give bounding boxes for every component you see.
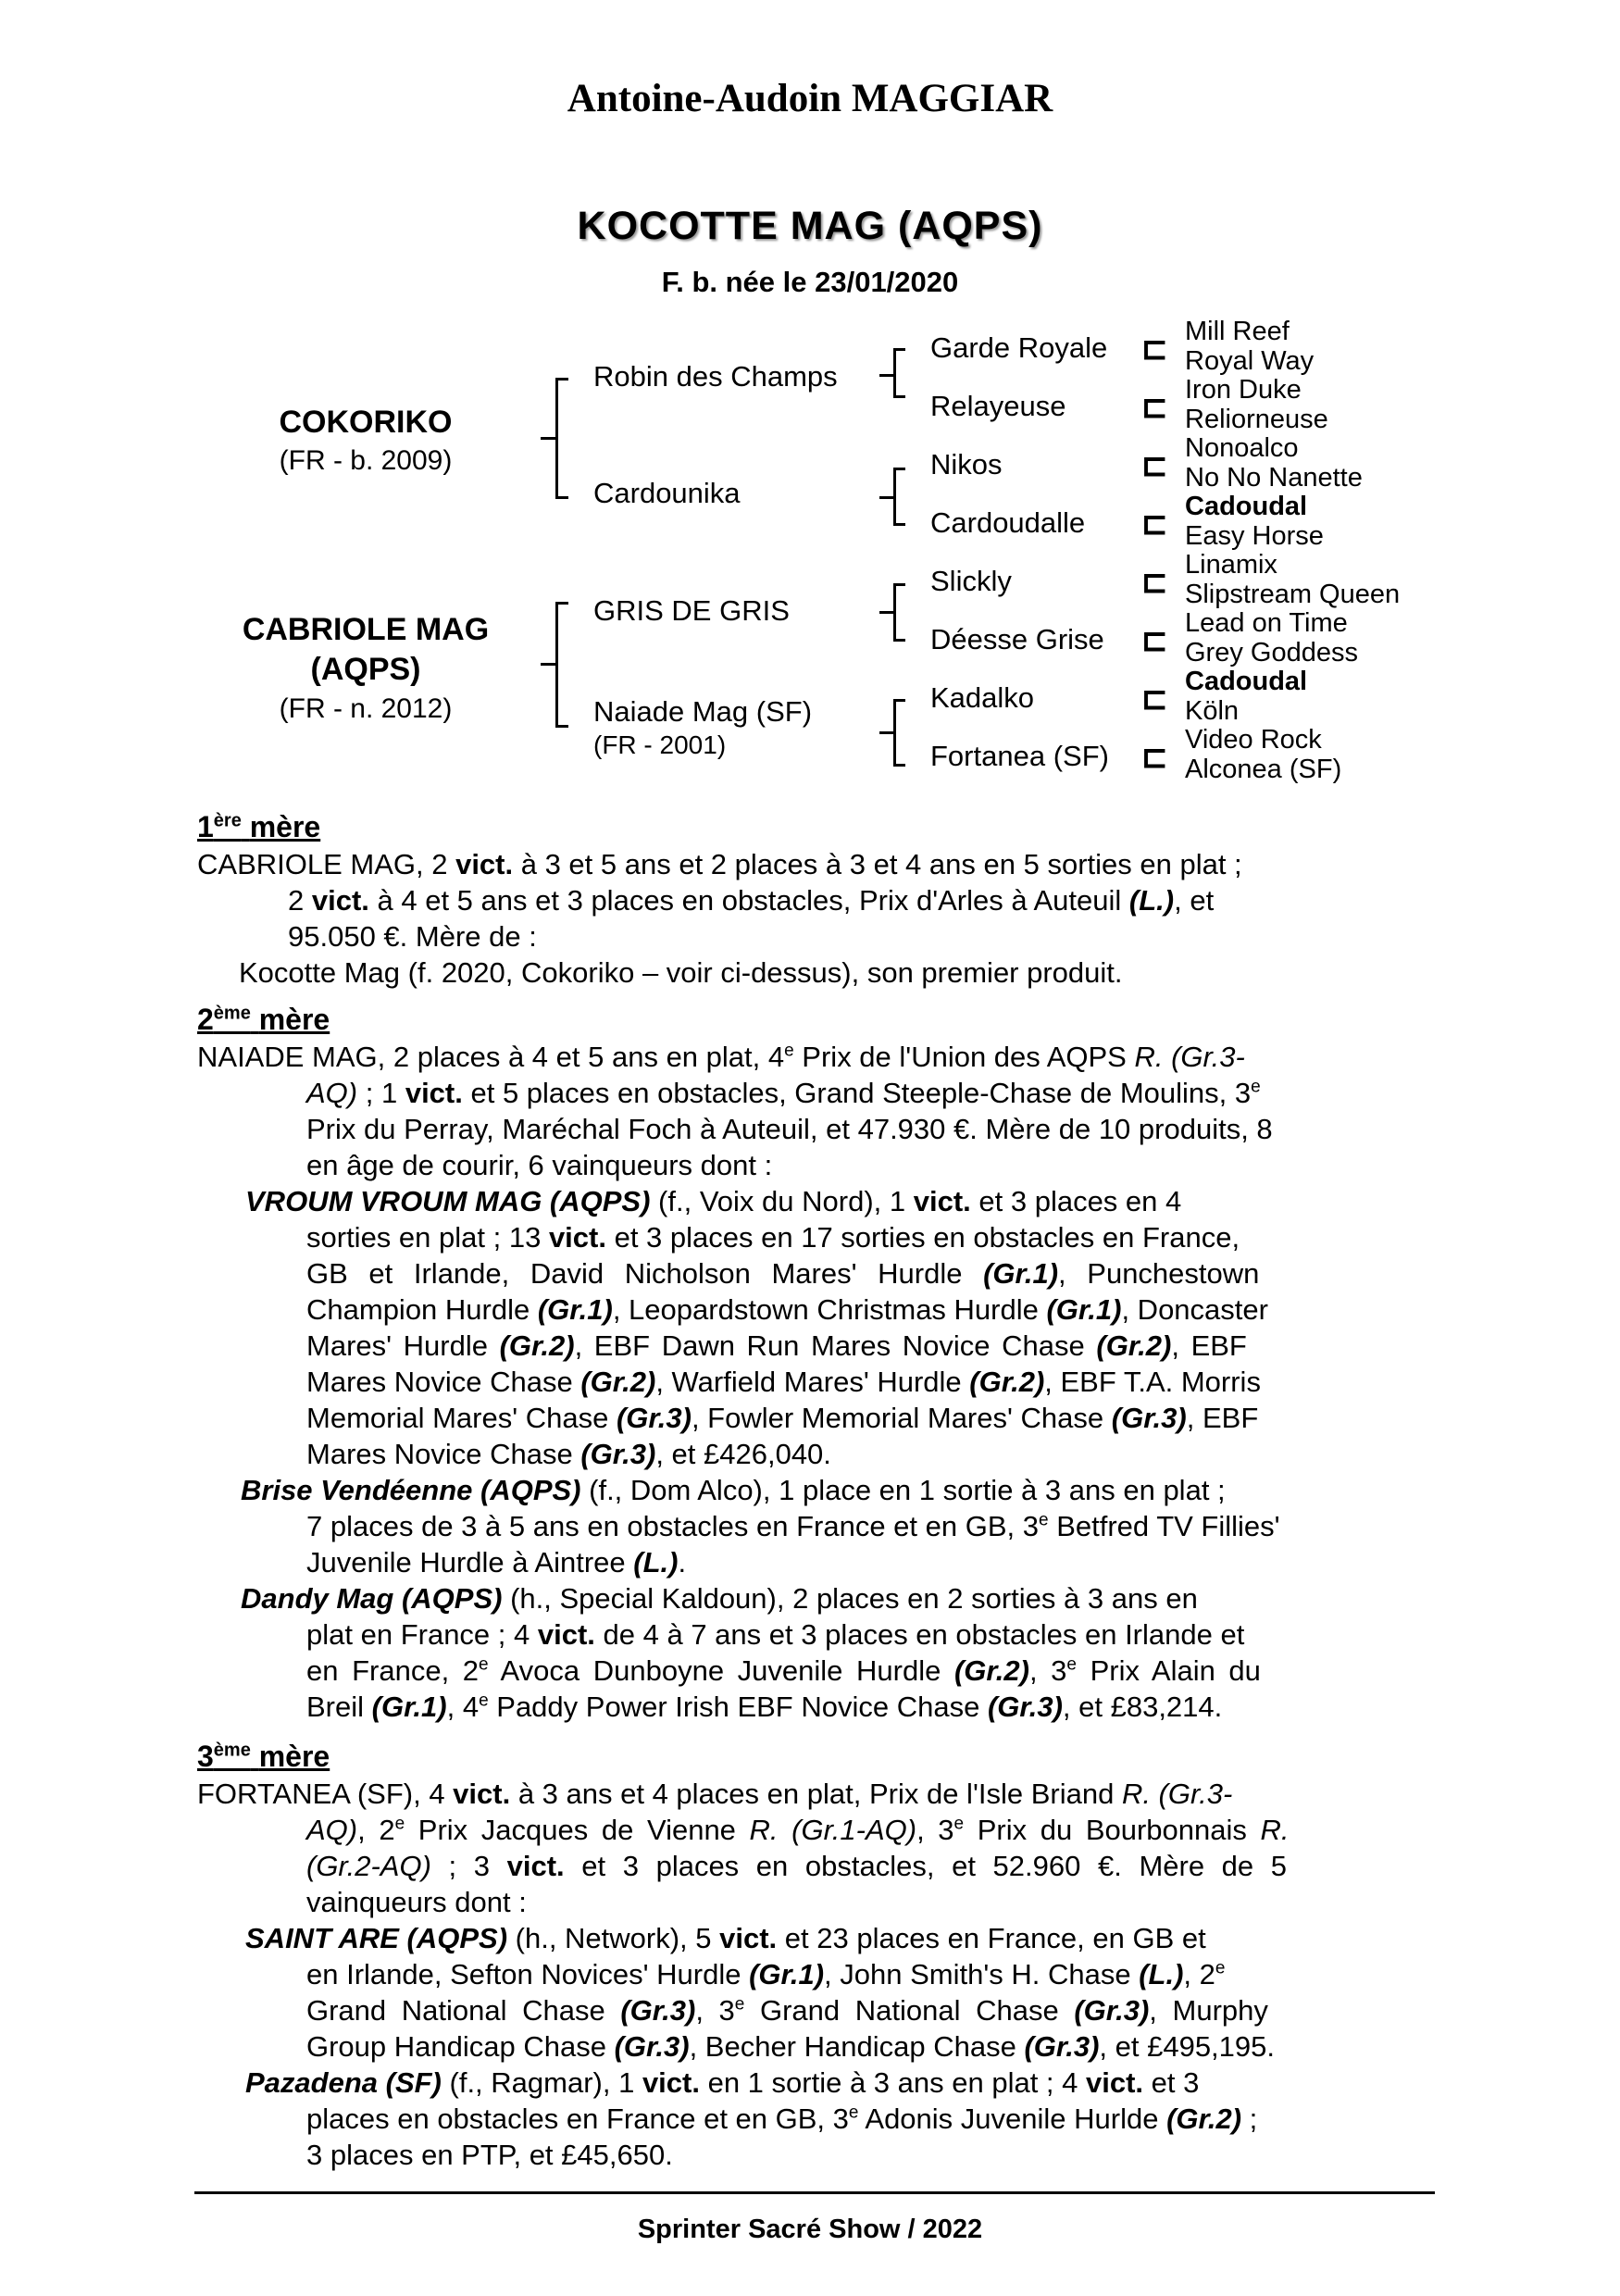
text-run-bold: vict.: [548, 1221, 606, 1254]
text-run-bold-italic: (Gr.3): [987, 1691, 1063, 1723]
bracket-tick: [893, 639, 905, 642]
bracket-sire: [555, 378, 558, 498]
text-run: à 4 et 5 ans et 3 places en obstacles, Prix d'Arles à Auteuil: [368, 884, 1129, 917]
text-run: (h., Network), 5: [507, 1922, 720, 1954]
text-run-bold-italic: (Gr.2): [969, 1366, 1045, 1398]
text-run: Prix Alain du: [1076, 1654, 1261, 1687]
text-run: et 3: [1143, 2066, 1200, 2099]
text-run: de 4 à 7 ans et 3 places en obstacles en Irlande et: [594, 1618, 1245, 1651]
gen4-2: Royal Way: [1185, 346, 1315, 376]
bracket-gen2-4: [893, 699, 896, 766]
text-run: (h., Special Kaldoun), 2 places en 2 sorties à 3 ans en: [502, 1582, 1198, 1615]
text-run: (f., Ragmar), 1: [441, 2066, 642, 2099]
bracket-gen3-7: ⊏: [1141, 681, 1168, 717]
text-run: ; 3: [430, 1850, 507, 1882]
text-run-bold: vict.: [506, 1850, 565, 1882]
gen4-1: Mill Reef: [1185, 317, 1290, 346]
text-run: , EBF T.A. Morris: [1044, 1366, 1261, 1398]
text-run-bold: vict.: [453, 1778, 511, 1810]
third-dam-title-word: mère: [258, 1740, 330, 1773]
text-run: Paddy Power Irish EBF Novice Chase: [488, 1691, 988, 1723]
bracket-tick: [879, 731, 893, 734]
bracket-tick: [893, 468, 905, 470]
gen4-13: Cadoudal: [1185, 667, 1308, 696]
text-run: Juvenile Hurdle à Aintree: [306, 1546, 634, 1578]
first-dam-title-sup: ère: [213, 810, 242, 831]
text-run: Kocotte Mag (f. 2020, Cokoriko – voir ci-dessus), son premier produit.: [239, 956, 1123, 989]
text-run-bold-italic: (Gr.3): [580, 1438, 656, 1470]
text-run-bold-italic: (Gr.2): [1096, 1329, 1172, 1362]
text-run-bold-italic: (Gr.2): [1166, 2103, 1242, 2135]
text-run: Champion Hurdle: [306, 1293, 538, 1326]
text-run-bold-italic: (Gr.2): [580, 1366, 656, 1398]
sire-name: COKORIKO: [279, 405, 453, 440]
gen4-4: Reliorneuse: [1185, 405, 1328, 434]
dam-info: (FR - n. 2012): [279, 693, 453, 724]
text-run-bold-italic: (Gr.3): [1024, 2030, 1100, 2063]
gen4-11: Lead on Time: [1185, 608, 1348, 638]
text-run: , Fowler Memorial Mares' Chase: [691, 1402, 1112, 1434]
text-run-italic: R. (Gr.3-: [1134, 1041, 1245, 1073]
text-run: et 5 places en obstacles, Grand Steeple-Chase de Moulins, 3: [462, 1077, 1252, 1109]
gen3-7: Kadalko: [930, 681, 1035, 714]
third-dam-title: [197, 1740, 330, 1774]
gen4-15: Video Rock: [1185, 725, 1322, 755]
gen2-dam-sire: GRIS DE GRIS: [593, 594, 790, 627]
text-run: , Becher Handicap Chase: [689, 2030, 1025, 2063]
text-run-bold-italic: (Gr.3): [620, 1994, 696, 2027]
footer-text: Sprinter Sacré Show / 2022: [637, 2215, 983, 2244]
text-run: 3 places en PTP, et £45,650.: [306, 2139, 673, 2171]
text-run-sup: e: [1251, 1077, 1261, 1097]
bracket-tick: [879, 496, 893, 499]
third-dam-text: [197, 1776, 1438, 2173]
text-run: à 3 et 5 ans et 2 places à 3 et 4 ans en 5 sorties en plat ;: [513, 848, 1242, 880]
bracket-gen2-2: [893, 468, 896, 525]
text-run: plat en France ; 4: [306, 1618, 538, 1651]
offspring-name: Pazadena (SF): [245, 2066, 442, 2099]
text-run: Adonis Juvenile Hurlde: [858, 2103, 1167, 2135]
text-run: , 2: [1183, 1958, 1215, 1990]
bracket-tick: [555, 725, 568, 728]
bracket-tick: [893, 583, 905, 586]
gen2-sire-dam: Cardounika: [593, 477, 741, 509]
offspring-name: Dandy Mag (AQPS): [241, 1582, 503, 1615]
gen4-6: No No Nanette: [1185, 463, 1363, 493]
text-run: .: [678, 1546, 687, 1578]
text-run: Mares Novice Chase: [306, 1438, 581, 1470]
text-run: Group Handicap Chase: [306, 2030, 615, 2063]
gen3-8: Fortanea (SF): [930, 740, 1109, 772]
text-run: , 3: [916, 1814, 954, 1846]
offspring-name: VROUM VROUM MAG (AQPS): [245, 1185, 651, 1217]
text-run-italic: R. (Gr.3-: [1121, 1778, 1233, 1810]
gen2-dam-dam: Naiade Mag (SF): [593, 695, 813, 728]
text-run: (f., Voix du Nord), 1: [650, 1185, 914, 1217]
dam-name-line1: CABRIOLE MAG: [242, 612, 490, 647]
text-run: , EBF Dawn Run Mares Novice Chase: [574, 1329, 1097, 1362]
text-run-bold: vict.: [537, 1618, 595, 1651]
text-run: Mares' Hurdle: [306, 1329, 500, 1362]
first-dam-title-word: mère: [249, 810, 321, 843]
text-run: 95.050 €. Mère de :: [288, 920, 537, 953]
text-run-bold: vict.: [1086, 2066, 1144, 2099]
text-run-italic: (Gr.2-AQ): [306, 1850, 431, 1882]
bracket-tick: [555, 496, 568, 499]
bracket-gen3-1: ⊏: [1141, 331, 1168, 367]
bracket-tick: [555, 378, 568, 381]
text-run: , 4: [446, 1691, 480, 1723]
bracket-gen3-8: ⊏: [1141, 740, 1168, 775]
bracket-gen3-5: ⊏: [1141, 565, 1168, 600]
text-run: à 3 ans et 4 places en plat, Prix de l'Isle Briand: [510, 1778, 1122, 1810]
third-dam-title-num: 3: [197, 1740, 214, 1773]
text-run: Avoca Dunboyne Juvenile Hurdle: [488, 1654, 954, 1687]
text-run-bold: vict.: [311, 884, 369, 917]
text-run-italic: AQ): [306, 1814, 358, 1846]
text-run: 7 places de 3 à 5 ans en obstacles en France et en GB, 3: [306, 1510, 1039, 1542]
first-dam-text: [197, 846, 1438, 991]
text-run-bold-italic: (Gr.3): [1111, 1402, 1187, 1434]
text-run-sup: e: [1066, 1654, 1077, 1675]
text-run: en Irlande, Sefton Novices' Hurdle: [306, 1958, 750, 1990]
second-dam-title: [197, 1003, 330, 1037]
text-run-bold-italic: (Gr.1): [749, 1958, 825, 1990]
text-run: vainqueurs dont :: [306, 1886, 527, 1918]
text-run-sup: e: [953, 1814, 965, 1834]
offspring-name: Brise Vendéenne (AQPS): [241, 1474, 581, 1506]
gen3-4: Cardoudalle: [930, 506, 1086, 539]
text-run-bold-italic: (Gr.2): [953, 1654, 1029, 1687]
bracket-tick: [541, 663, 555, 666]
gen3-1: Garde Royale: [930, 331, 1108, 364]
second-dam-title-num: 2: [197, 1003, 214, 1036]
text-run: Prix du Perray, Maréchal Foch à Auteuil, et 47.930 €. Mère de 10 produits, 8: [306, 1113, 1273, 1145]
text-run-sup: e: [1215, 1958, 1226, 1978]
bracket-tick: [893, 395, 905, 398]
bracket-tick: [541, 437, 555, 440]
text-run: et 3 places en 4: [970, 1185, 1182, 1217]
bracket-gen3-4: ⊏: [1141, 506, 1168, 542]
text-run: et 3 places en 17 sorties en obstacles en France,: [605, 1221, 1240, 1254]
text-run: NAIADE MAG, 2 places à 4 et 5 ans en plat, 4: [197, 1041, 785, 1073]
gen2-sire-sire: Robin des Champs: [593, 360, 838, 393]
text-run: , 3: [1028, 1654, 1067, 1687]
text-run-bold: vict.: [719, 1922, 778, 1954]
text-run: Prix Jacques de Vienne: [405, 1814, 750, 1846]
text-run: FORTANEA (SF), 4: [197, 1778, 454, 1810]
text-run-bold-italic: (Gr.3): [614, 2030, 690, 2063]
text-run: , et £426,040.: [655, 1438, 831, 1470]
text-run-bold-italic: (Gr.1): [537, 1293, 613, 1326]
gen4-5: Nonoalco: [1185, 433, 1299, 463]
text-run: , 2: [357, 1814, 395, 1846]
text-run-bold-italic: (L.): [633, 1546, 679, 1578]
gen3-3: Nikos: [930, 448, 1003, 480]
text-run-bold-italic: (Gr.3): [616, 1402, 692, 1434]
text-run-bold-italic: (Gr.3): [1074, 1994, 1150, 2027]
text-run: , et £83,214.: [1062, 1691, 1223, 1723]
text-run: et 23 places en France, en GB et: [777, 1922, 1206, 1954]
gen3-5: Slickly: [930, 565, 1012, 597]
second-dam-title-sup: ème: [213, 1003, 251, 1024]
bracket-tick: [893, 699, 905, 702]
gen3-6: Déesse Grise: [930, 623, 1104, 655]
dam-name-line2: (AQPS): [310, 652, 421, 687]
text-run-bold: vict.: [455, 848, 514, 880]
text-run-sup: e: [734, 1994, 745, 2015]
bracket-tick: [879, 611, 893, 614]
text-run: , Murphy: [1149, 1994, 1268, 2027]
text-run: sorties en plat ; 13: [306, 1221, 549, 1254]
text-run: GB et Irlande, David Nicholson Mares' Hurdle: [306, 1257, 984, 1290]
bracket-tick: [555, 602, 568, 605]
bracket-tick: [893, 348, 905, 351]
text-run: Betfred TV Fillies': [1048, 1510, 1280, 1542]
gen4-10: Slipstream Queen: [1185, 580, 1401, 609]
text-run-bold: vict.: [642, 2066, 700, 2099]
second-dam-text: [197, 1039, 1438, 1725]
gen4-3: Iron Duke: [1185, 375, 1302, 405]
text-run-bold: vict.: [405, 1077, 463, 1109]
text-run: en 1 sortie à 3 ans en plat ; 4: [699, 2066, 1087, 2099]
bracket-gen3-6: ⊏: [1141, 623, 1168, 658]
gen4-8: Easy Horse: [1185, 521, 1324, 551]
bracket-tick: [893, 523, 905, 526]
bracket-dam: [555, 602, 558, 727]
text-run: et 3 places en obstacles, et 52.960 €. Mère de 5: [564, 1850, 1288, 1882]
text-run: , Leopardstown Christmas Hurdle: [612, 1293, 1047, 1326]
sire-info: (FR - b. 2009): [279, 445, 453, 476]
first-dam-title: [197, 810, 320, 844]
text-run: Mares Novice Chase: [306, 1366, 581, 1398]
text-run: , Warfield Mares' Hurdle: [655, 1366, 970, 1398]
first-dam-title-num: 1: [197, 810, 214, 843]
text-run: , et: [1174, 884, 1215, 917]
footer-rule: [194, 2191, 1435, 2194]
text-run-sup: e: [848, 2103, 859, 2123]
gen4-7: Cadoudal: [1185, 492, 1308, 521]
text-run: 2: [288, 884, 312, 917]
text-run: , Punchestown: [1058, 1257, 1260, 1290]
text-run: en France, 2: [306, 1654, 480, 1687]
gen4-9: Linamix: [1185, 550, 1277, 580]
bracket-tick: [879, 374, 893, 377]
breeder-name: Antoine-Audoin MAGGIAR: [567, 77, 1053, 120]
gen4-12: Grey Goddess: [1185, 638, 1358, 668]
text-run-sup: e: [1039, 1510, 1049, 1530]
text-run-italic: R.: [1260, 1814, 1290, 1846]
text-run: Prix du Bourbonnais: [964, 1814, 1261, 1846]
text-run-bold-italic: (Gr.1): [983, 1257, 1059, 1290]
text-run: Memorial Mares' Chase: [306, 1402, 617, 1434]
text-run: , EBF: [1171, 1329, 1247, 1362]
text-run: , 3: [695, 1994, 735, 2027]
text-run-bold-italic: (Gr.2): [499, 1329, 575, 1362]
bracket-tick: [893, 764, 905, 767]
text-run: en âge de courir, 6 vainqueurs dont :: [306, 1149, 773, 1181]
offspring-name: SAINT ARE (AQPS): [245, 1922, 508, 1954]
text-run-bold-italic: (L.): [1128, 884, 1175, 917]
text-run: CABRIOLE MAG, 2: [197, 848, 456, 880]
text-run: , et £495,195.: [1099, 2030, 1276, 2063]
text-run-sup: e: [479, 1654, 489, 1675]
text-run-bold-italic: (Gr.1): [371, 1691, 447, 1723]
text-run: ; 1: [357, 1077, 405, 1109]
gen4-16: Alconea (SF): [1185, 755, 1342, 784]
gen4-14: Köln: [1185, 696, 1240, 726]
text-run: Breil: [306, 1691, 372, 1723]
text-run: , Doncaster: [1121, 1293, 1268, 1326]
bracket-gen3-2: ⊏: [1141, 390, 1168, 425]
bracket-gen2-1: [893, 348, 896, 397]
text-run: (f., Dom Alco), 1 place en 1 sortie à 3 ans en plat ;: [580, 1474, 1226, 1506]
text-run-italic: R. (Gr.1-AQ): [749, 1814, 917, 1846]
text-run-bold: vict.: [913, 1185, 971, 1217]
text-run: Prix de l'Union des AQPS: [793, 1041, 1135, 1073]
gen3-2: Relayeuse: [930, 390, 1066, 422]
text-run-italic: AQ): [306, 1077, 358, 1109]
gen2-dam-dam-info: (FR - 2001): [593, 730, 727, 759]
text-run: , John Smith's H. Chase: [824, 1958, 1140, 1990]
text-run: , EBF: [1186, 1402, 1259, 1434]
text-run-bold-italic: (Gr.1): [1046, 1293, 1122, 1326]
horse-description: F. b. née le 23/01/2020: [661, 266, 959, 298]
text-run: places en obstacles en France et en GB, 3: [306, 2103, 849, 2135]
text-run: Grand National Chase: [744, 1994, 1075, 2027]
third-dam-title-sup: ème: [213, 1740, 251, 1761]
bracket-gen3-3: ⊏: [1141, 448, 1168, 483]
text-run-bold-italic: (L.): [1139, 1958, 1184, 1990]
text-run-sup: e: [479, 1691, 489, 1711]
text-run-sup: e: [784, 1041, 794, 1061]
text-run: ;: [1241, 2103, 1258, 2135]
bracket-gen2-3: [893, 583, 896, 641]
horse-name: KOCOTTE MAG (AQPS): [577, 204, 1043, 248]
second-dam-title-word: mère: [258, 1003, 330, 1036]
text-run: Grand National Chase: [306, 1994, 621, 2027]
text-run-sup: e: [394, 1814, 405, 1834]
